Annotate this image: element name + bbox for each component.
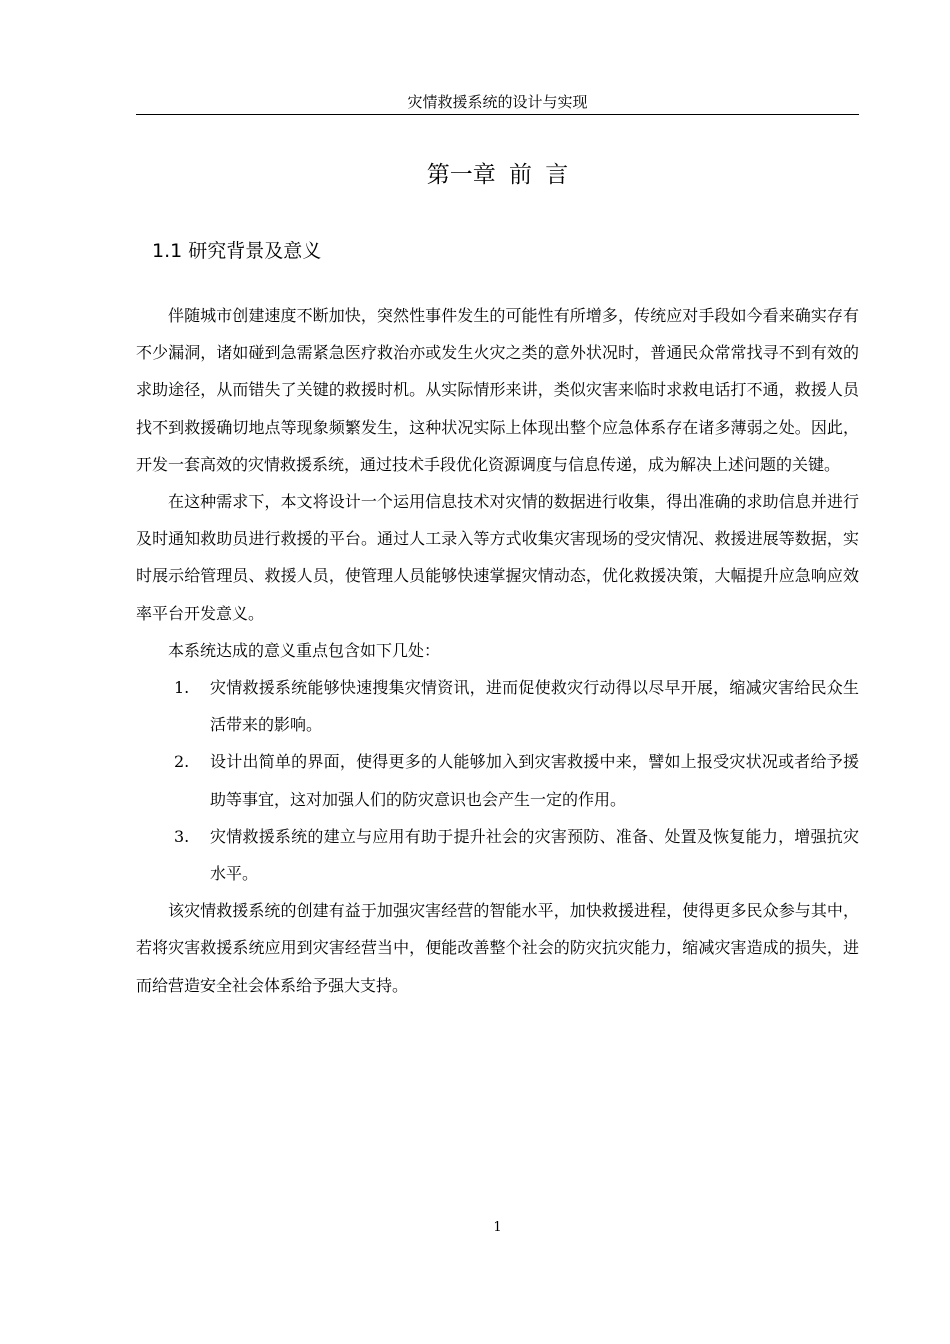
list-text: 设计出简单的界面，使得更多的人能够加入到灾害救援中来，譬如上报受灾状况或者给予援助等事宜，这对加强人们的防灾意识也会产生一定的作用。 <box>210 752 859 809</box>
body-text <box>136 297 859 1004</box>
section-title: 1.1 研究背景及意义 <box>152 240 322 262</box>
chapter-title: 第一章 前 言 <box>426 162 569 188</box>
page-number: 1 <box>493 1220 502 1235</box>
running-header: 灾情救援系统的设计与实现 <box>136 92 859 115</box>
list-number: 2. <box>174 752 190 772</box>
paragraph-significance-intro: 本系统达成的意义重点包含如下几处： <box>168 640 441 660</box>
list-number: 1. <box>174 678 190 698</box>
paragraph-closing: 该灾情救援系统的创建有益于加强灾害经营的智能水平，加快救援进程，使得更多民众参与其中，若将灾害救援系统应用到灾害经营当中，便能改善整个社会的防灾抗灾能力，缩减灾害造成的损失，进而给营造安全社会体系给予强大支持。 <box>136 901 859 995</box>
paragraph-requirements: 在这种需求下，本文将设计一个运用信息技术对灾情的数据进行收集，得出准确的求助信息并进行及时通知救助员进行救援的平台。通过人工录入等方式收集灾害现场的受灾情况、救援进展等数据，实时展示给管理员、救援人员，使管理人员能够快速掌握灾情动态，优化救援决策，大幅提升应急响应效率平台开发意义。 <box>136 492 859 623</box>
list-item <box>136 743 859 817</box>
list-number: 3. <box>174 826 190 846</box>
significance-list <box>136 669 859 892</box>
list-item <box>136 669 859 743</box>
list-item <box>136 818 859 892</box>
paragraph-background: 伴随城市创建速度不断加快，突然性事件发生的可能性有所增多，传统应对手段如今看来确实存有不少漏洞，诸如碰到急需紧急医疗救治亦或发生火灾之类的意外状况时，普通民众常常找寻不到有效的求助途径，从而错失了关键的救援时机。从实际情形来讲，类似灾害来临时求救电话打不通，救援人员找不到救援确切地点等现象频繁发生，这种状况实际上体现出整个应急体系存在诸多薄弱之处。因此，开发一套高效的灾情救援系统，通过技术手段优化资源调度与信息传递，成为解决上述问题的关键。 <box>136 306 859 474</box>
list-text: 灾情救援系统的建立与应用有助于提升社会的灾害预防、准备、处置及恢复能力，增强抗灾水平。 <box>210 826 859 884</box>
list-text: 灾情救援系统能够快速搜集灾情资讯，进而促使救灾行动得以尽早开展，缩减灾害给民众生活带来的影响。 <box>210 678 859 735</box>
